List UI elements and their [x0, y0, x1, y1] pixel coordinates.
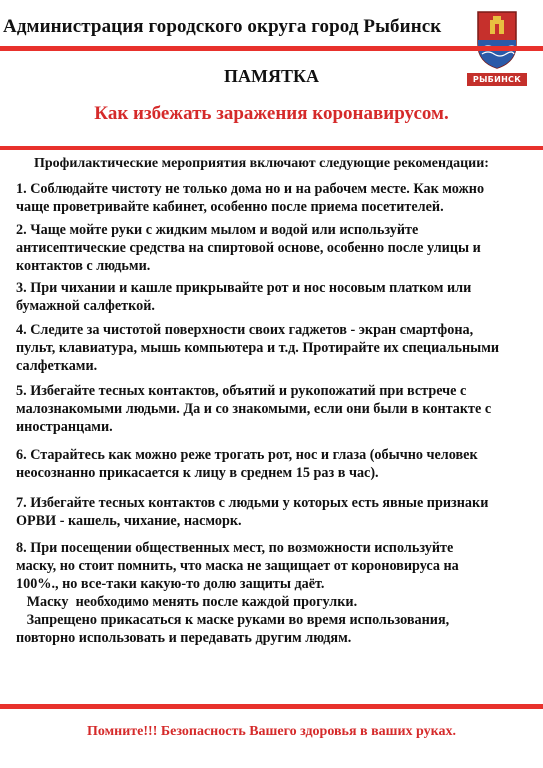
subtitle: Как избежать заражения коронавирусом. — [94, 103, 449, 124]
footer-note: Помните!!! Безопасность Вашего здоровья в ваших руках. — [87, 724, 456, 739]
recommendation-item: 2. Чаще мойте руки с жидким мылом и водой или используйте антисептические средства на спиртовой основе, особенно после улицы и контактов с людьми. — [16, 222, 481, 274]
bottom-rule — [0, 704, 543, 709]
intro-text: Профилактические мероприятия включают следующие рекомендации: — [34, 156, 489, 171]
recommendation-item: 4. Следите за чистотой поверхности своих гаджетов - экран смартфона, пульт, клавиатура, мышь компьютера и т.д. Протирайте их специальными салфетками. — [16, 322, 500, 374]
memo-heading: ПАМЯТКА — [223, 66, 320, 86]
top-rule — [0, 46, 543, 51]
recommendation-item: 8. При посещении общественных мест, по возможности используйте маску, но стоит помнить, что маска не защищает от короновируса на 100%., но все-таки какую-то долю защиты даёт. Маску необходимо менять после каждой прогулки. Запрещено прикасаться к маске руками во время использования, повторно использовать и передавать другим людям. — [16, 540, 459, 646]
recommendation-item: 1. Соблюдайте чистоту не только дома но и на рабочем месте. Как можно чаще проветривайте кабинет, особенно после приема посетителей. — [16, 181, 485, 215]
recommendation-item: 3. При чихании и кашле прикрывайте рот и нос носовым платком или бумажной салфеткой. — [16, 280, 472, 314]
org-title: Администрация городского округа город Рыбинск — [3, 16, 442, 37]
recommendation-item: 7. Избегайте тесных контактов с людьми у которых есть явные признаки ОРВИ - кашель, чихание, насморк. — [16, 495, 489, 529]
recommendation-item: 6. Старайтесь как можно реже трогать рот, нос и глаза (обычно человек неосознанно прикасается к лицу в среднем 15 раз в час). — [16, 447, 478, 481]
recommendation-item: 5. Избегайте тесных контактов, объятий и рукопожатий при встрече с малознакомыми людьми. Да и со знакомыми, если они были в контакте с иностранцами. — [16, 383, 492, 435]
coat-of-arms-icon — [476, 10, 518, 70]
emblem-label: РЫБИНСК — [467, 73, 527, 86]
middle-rule — [0, 146, 543, 150]
